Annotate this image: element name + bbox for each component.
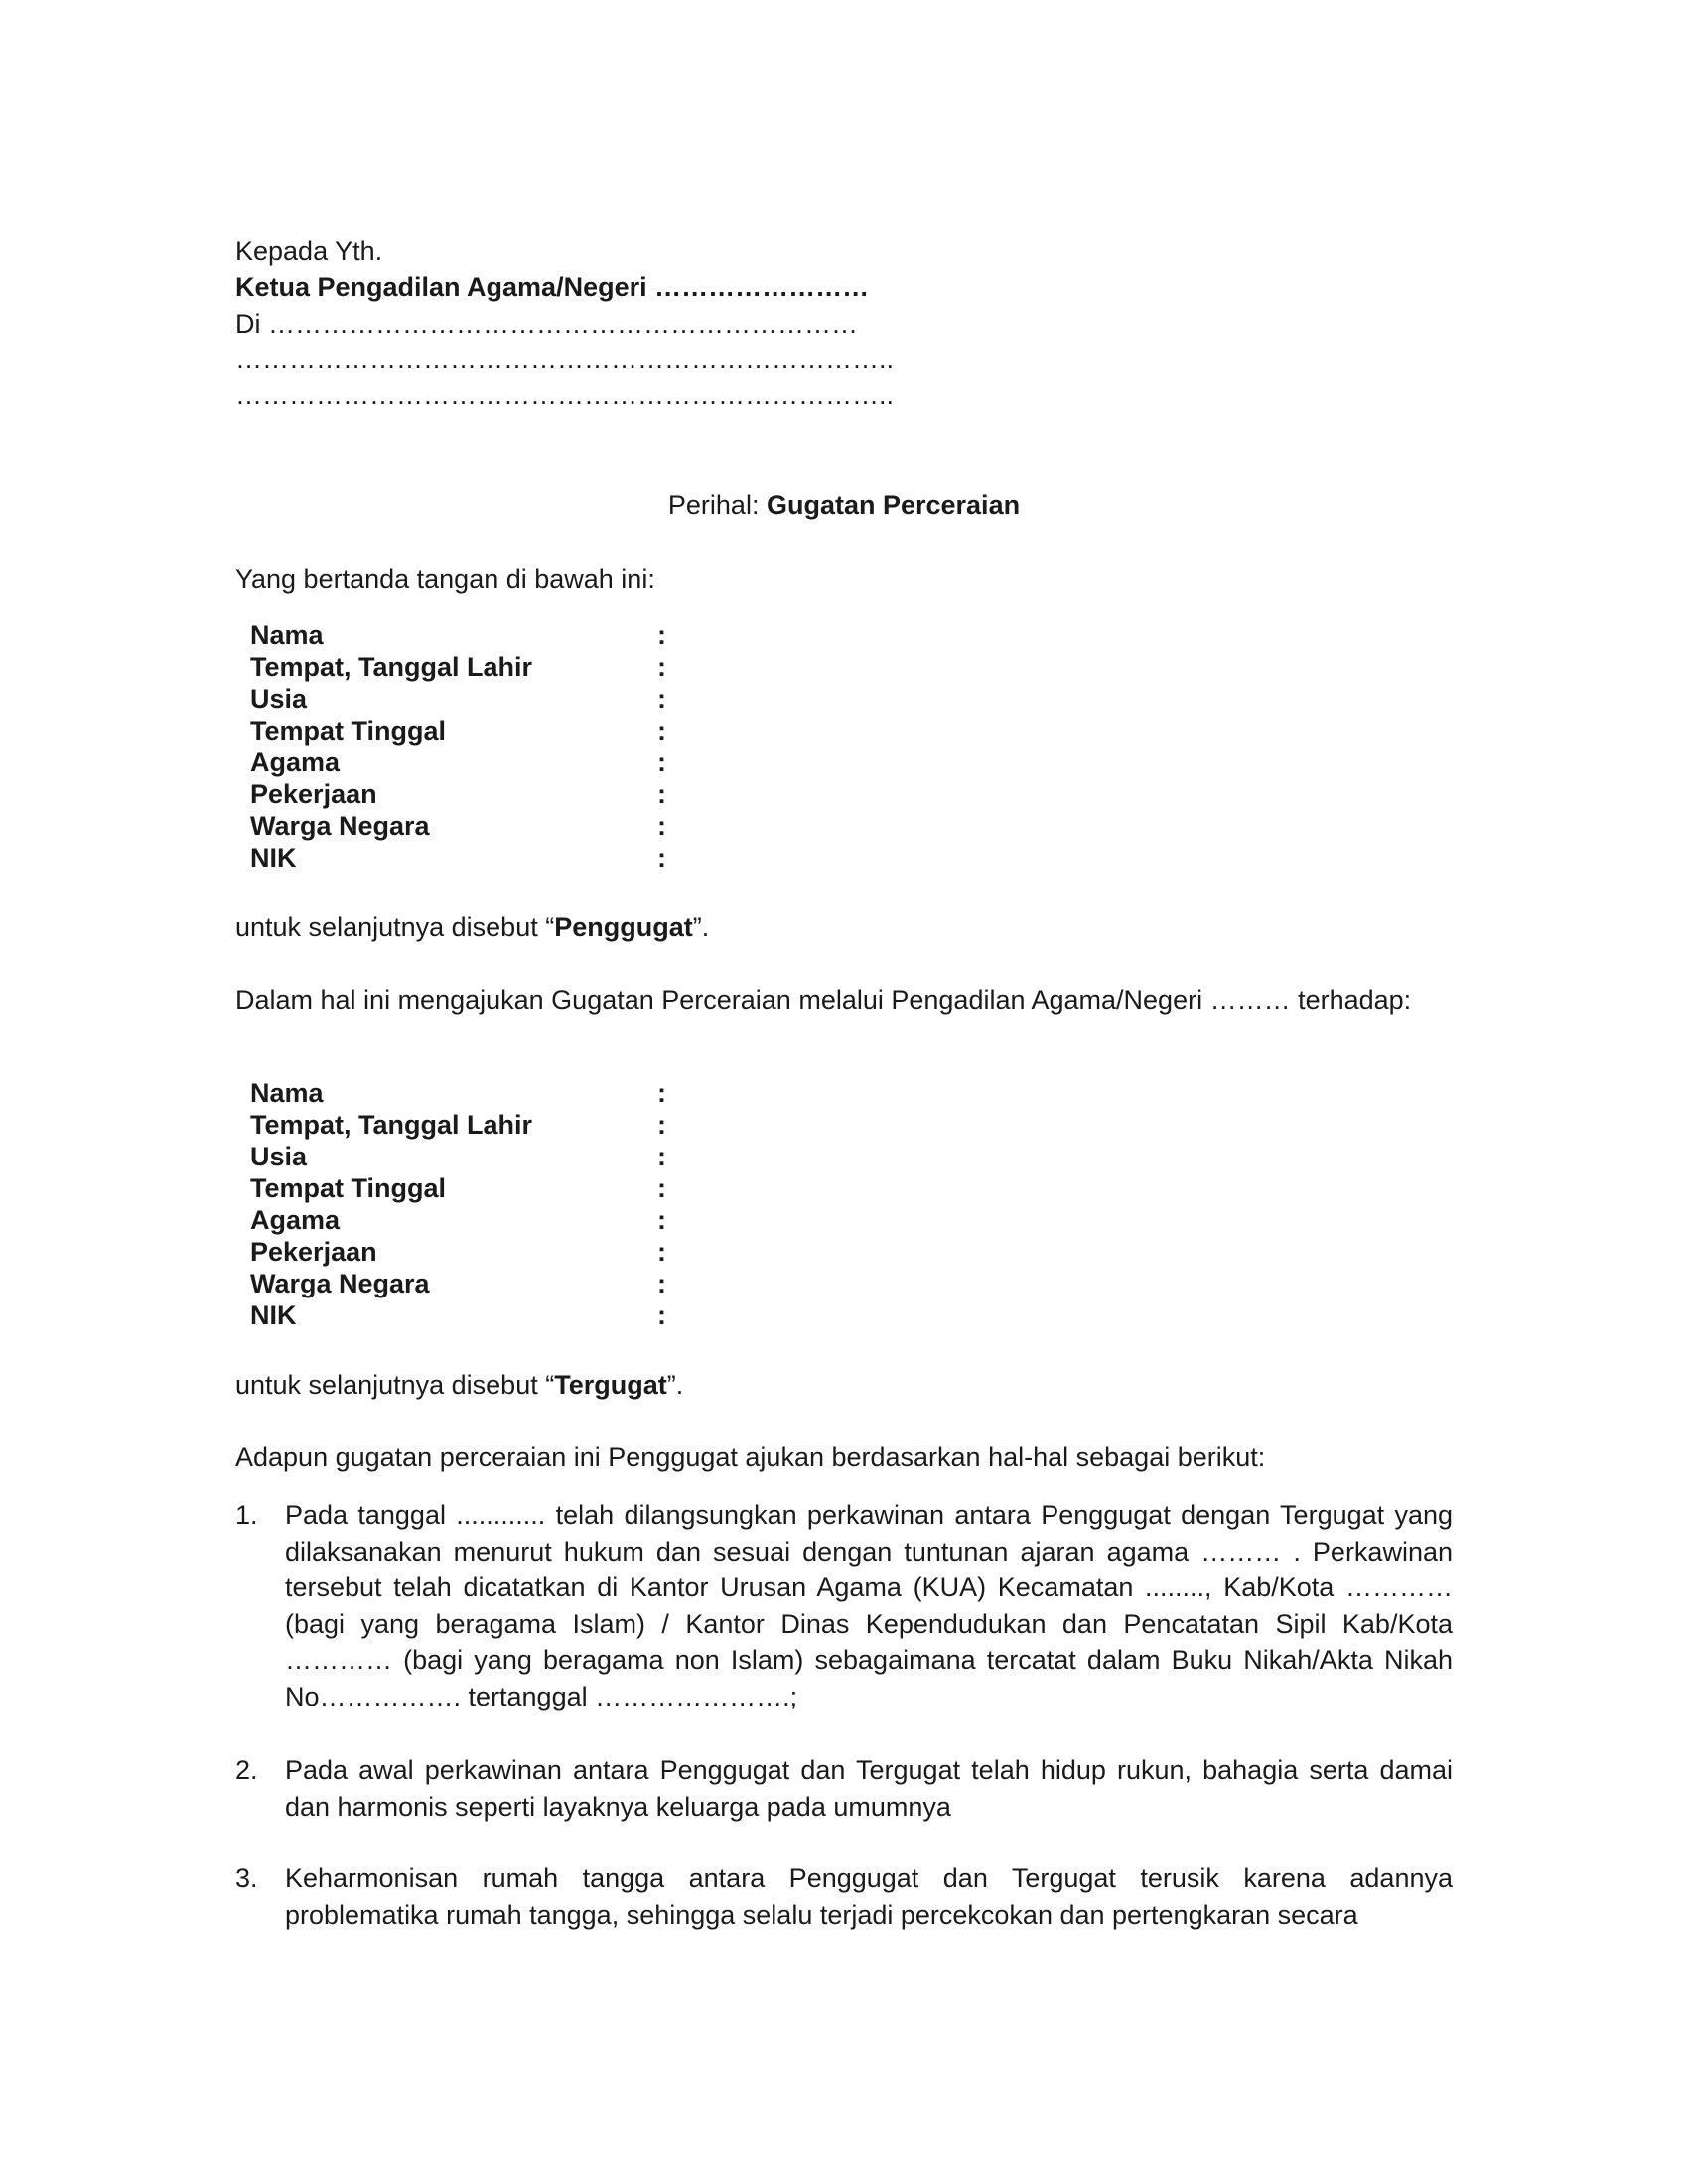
field-label: Nama xyxy=(250,1078,324,1108)
field-colon: : xyxy=(657,1078,666,1108)
field-row xyxy=(250,1268,677,1299)
plaintiff-ref-before: untuk selanjutnya disebut “ xyxy=(235,912,555,942)
field-row xyxy=(250,842,677,874)
field-row xyxy=(250,747,677,778)
field-row xyxy=(250,1299,677,1331)
field-colon: : xyxy=(657,684,666,714)
field-label: Usia xyxy=(250,684,308,714)
address-salutation: Kepada Yth. xyxy=(235,236,383,266)
field-colon: : xyxy=(657,1205,666,1235)
plaintiff-ref-after: ”. xyxy=(692,912,710,942)
field-label: Agama xyxy=(250,748,341,777)
intro-text: Yang bertanda tangan di bawah ini: xyxy=(235,564,655,594)
list-item-number: 3. xyxy=(235,1863,258,1893)
field-label: Usia xyxy=(250,1142,308,1171)
field-row xyxy=(250,778,677,810)
defendant-ref-before: untuk selanjutnya disebut “ xyxy=(235,1370,555,1400)
defendant-ref-term: Tergugat xyxy=(554,1370,667,1400)
field-row xyxy=(250,1109,677,1141)
list-item-number: 2. xyxy=(235,1755,258,1785)
plaintiff-fields xyxy=(250,619,677,874)
field-colon: : xyxy=(657,620,666,650)
field-label: Nama xyxy=(250,620,324,650)
field-label: Tempat, Tanggal Lahir xyxy=(250,652,533,682)
defendant-ref-after: ”. xyxy=(666,1370,684,1400)
defendant-reference xyxy=(235,1367,683,1403)
field-row xyxy=(250,683,677,715)
list-item-text: Keharmonisan rumah tangga antara Penggugat dan Tergugat terusik karena adannya problematika rumah tangga, sehingga selalu terjadi percekcokan dan pertengkaran secara xyxy=(285,1863,1453,1930)
against-text: Dalam hal ini mengajukan Gugatan Perceraian melalui Pengadilan Agama/Negeri ……… terhadap: xyxy=(235,985,1412,1015)
field-colon: : xyxy=(657,779,666,809)
field-colon: : xyxy=(657,1173,666,1203)
subject-title: Gugatan Perceraian xyxy=(766,490,1021,520)
field-label: Warga Negara xyxy=(250,1269,430,1298)
field-colon: : xyxy=(657,1269,666,1298)
field-row xyxy=(250,1141,677,1172)
subject-prefix: Perihal: xyxy=(667,490,767,520)
field-label: Tempat Tinggal xyxy=(250,716,447,746)
plaintiff-ref-term: Penggugat xyxy=(554,912,693,942)
field-label: Tempat Tinggal xyxy=(250,1173,447,1203)
field-row xyxy=(250,1204,677,1236)
address-recipient: Ketua Pengadilan Agama/Negeri …………………… xyxy=(235,272,870,302)
field-colon: : xyxy=(657,1300,666,1330)
field-row xyxy=(250,1172,677,1204)
list-item-text: Pada tanggal ............ telah dilangsungkan perkawinan antara Penggugat dengan Tergugat yang dilaksanakan menurut hukum dan sesuai dengan tuntunan ajaran agama ……… . Perkawinan tersebut telah dicatatkan di Kantor Urusan Agama (KUA) Kecamatan ........, Kab/Kota ………… (bagi yang beragama Islam) / Kantor Dinas Kependudukan dan Pencatatan Sipil Kab/Kota ………… (bagi yang beragama non Islam) sebagaimana tercatat dalam Buku Nikah/Akta Nikah No……………. tertanggal ………………….; xyxy=(285,1500,1453,1711)
field-row xyxy=(250,715,677,747)
field-label: Tempat, Tanggal Lahir xyxy=(250,1110,533,1140)
field-label: NIK xyxy=(250,843,297,873)
field-label: Agama xyxy=(250,1205,341,1235)
field-colon: : xyxy=(657,843,666,873)
grounds-intro: Adapun gugatan perceraian ini Penggugat ajukan berdasarkan hal-hal sebagai berikut: xyxy=(235,1442,1266,1472)
field-colon: : xyxy=(657,652,666,682)
field-label: NIK xyxy=(250,1300,297,1330)
subject-line xyxy=(0,487,1688,523)
field-colon: : xyxy=(657,1142,666,1171)
address-location: Di ………………………………………………………… xyxy=(235,309,858,339)
defendant-fields xyxy=(250,1077,677,1331)
field-row xyxy=(250,1077,677,1109)
field-row xyxy=(250,810,677,842)
list-item-number: 1. xyxy=(235,1500,258,1530)
field-colon: : xyxy=(657,716,666,746)
field-label: Warga Negara xyxy=(250,811,430,841)
field-colon: : xyxy=(657,811,666,841)
address-blank-line-2: ……………………………………………………………….. xyxy=(235,380,895,410)
address-blank-line-1: ……………………………………………………………….. xyxy=(235,344,895,374)
field-colon: : xyxy=(657,1110,666,1140)
field-row xyxy=(250,619,677,651)
field-colon: : xyxy=(657,1237,666,1267)
plaintiff-reference xyxy=(235,909,709,945)
field-colon: : xyxy=(657,748,666,777)
field-row xyxy=(250,1236,677,1268)
field-row xyxy=(250,651,677,683)
field-label: Pekerjaan xyxy=(250,1237,377,1267)
field-label: Pekerjaan xyxy=(250,779,377,809)
list-item-text: Pada awal perkawinan antara Penggugat dan Tergugat telah hidup rukun, bahagia serta damai dan harmonis seperti layaknya keluarga pada umumnya xyxy=(285,1755,1453,1822)
